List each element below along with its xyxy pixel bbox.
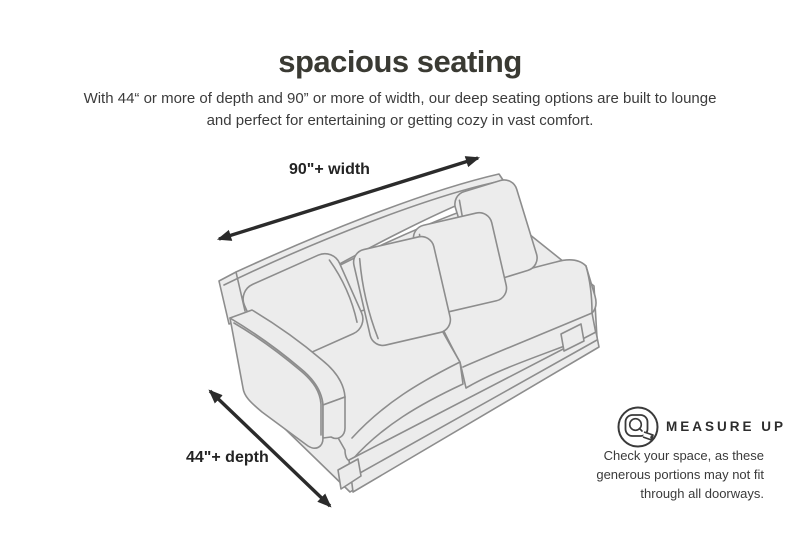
page-title: spacious seating bbox=[278, 44, 522, 79]
tape-measure-icon bbox=[615, 404, 661, 450]
measure-up-heading: MEASURE UP bbox=[666, 419, 787, 434]
measure-up-note-line-2: generous portions may not fit bbox=[596, 467, 764, 482]
measure-up-note-line-3: through all doorways. bbox=[640, 486, 764, 501]
measure-up-note bbox=[560, 446, 764, 503]
measure-up-section bbox=[560, 404, 787, 503]
measure-up-note-line-1: Check your space, as these bbox=[603, 448, 764, 463]
intro-line-2: and perfect for entertaining or getting cozy in vast comfort. bbox=[206, 112, 594, 129]
intro-line-1: With 44“ or more of depth and 90” or more of width, our deep seating options are built to lounge bbox=[83, 90, 717, 107]
measure-up-header bbox=[560, 404, 787, 450]
depth-dimension-label: 44"+ depth bbox=[186, 449, 269, 466]
width-dimension-label: 90"+ width bbox=[289, 161, 370, 178]
